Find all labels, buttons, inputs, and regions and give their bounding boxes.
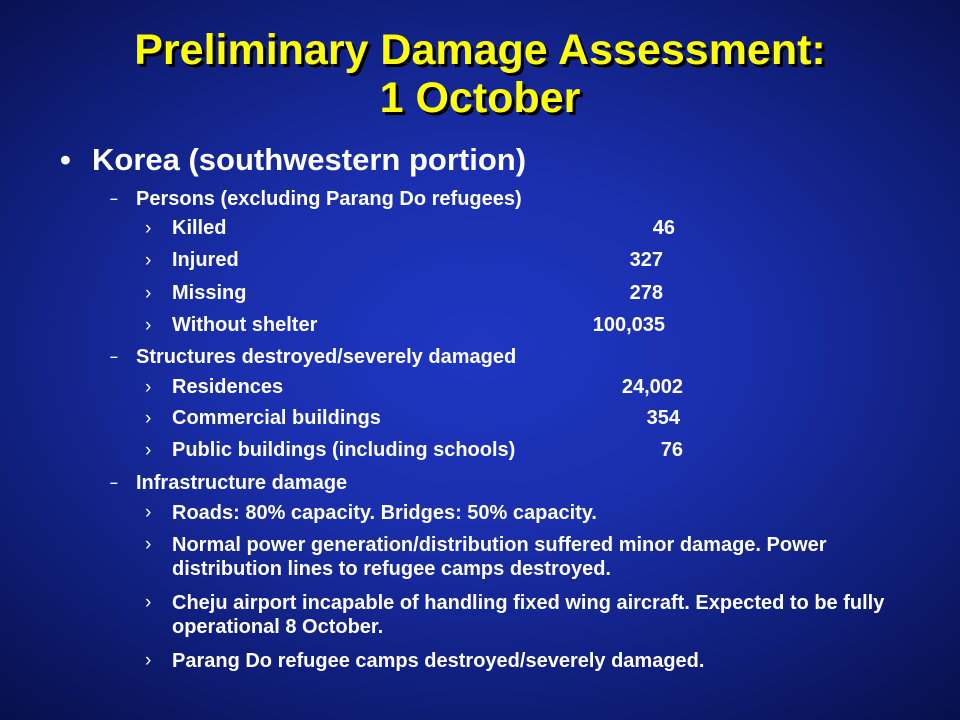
dash-icon: – (110, 348, 118, 364)
persons-heading (110, 186, 522, 211)
item-text: Cheju airport incapable of handling fixed wing aircraft. Expected to be fully operational 8 October. (172, 592, 885, 638)
main-bullet (60, 140, 526, 180)
item-value: 24,002 (621, 376, 683, 398)
item-label: Without shelter (172, 314, 318, 336)
arrow-icon: › (145, 650, 152, 671)
infrastructure-heading-text: Infrastructure damage (136, 472, 348, 494)
arrow-icon: › (145, 408, 152, 429)
item-label: Residences (172, 376, 284, 398)
item-value: 354 (646, 407, 680, 429)
arrow-icon: › (145, 534, 152, 555)
list-item-airport (145, 591, 935, 639)
dash-icon: – (110, 474, 118, 490)
item-value: 278 (629, 282, 663, 304)
slide-title-line-1: Preliminary Damage Assessment: (134, 26, 826, 74)
list-item-killed (145, 216, 675, 241)
arrow-icon: › (145, 283, 152, 304)
bullet-icon: • (60, 142, 71, 177)
arrow-icon: › (145, 592, 152, 613)
list-item-injured (145, 248, 663, 273)
arrow-icon: › (145, 502, 152, 523)
list-item-missing (145, 281, 663, 306)
list-item-power (145, 533, 935, 581)
arrow-icon: › (145, 440, 152, 461)
arrow-icon: › (145, 315, 152, 336)
item-label: Injured (172, 249, 239, 271)
item-value: 100,035 (592, 314, 665, 336)
item-text: Normal power generation/distribution suffered minor damage. Power distribution lines to refugee camps destroyed. (172, 534, 827, 580)
list-item-commercial-buildings (145, 406, 680, 431)
item-label: Killed (172, 217, 227, 239)
infrastructure-heading (110, 470, 347, 495)
slide-title-line-2: 1 October (379, 74, 581, 122)
item-label: Commercial buildings (172, 407, 381, 429)
item-label: Missing (172, 282, 247, 304)
arrow-icon: › (145, 250, 152, 271)
list-item-without-shelter (145, 313, 665, 338)
item-value: 46 (652, 217, 675, 239)
arrow-icon: › (145, 377, 152, 398)
dash-icon: – (110, 190, 118, 206)
item-value: 76 (660, 439, 683, 461)
item-value: 327 (629, 249, 663, 271)
item-text: Parang Do refugee camps destroyed/severely damaged. (172, 650, 705, 672)
list-item-roads (145, 501, 935, 525)
list-item-refugee-camps (145, 649, 935, 673)
structures-heading-text: Structures destroyed/severely damaged (136, 346, 517, 368)
arrow-icon: › (145, 218, 152, 239)
list-item-residences (145, 375, 683, 400)
list-item-public-buildings (145, 438, 683, 463)
item-text: Roads: 80% capacity. Bridges: 50% capacity. (172, 502, 597, 524)
main-bullet-text: Korea (southwestern portion) (92, 142, 527, 177)
structures-heading (110, 344, 516, 369)
item-label: Public buildings (including schools) (172, 439, 516, 461)
persons-heading-text: Persons (excluding Parang Do refugees) (136, 188, 522, 210)
